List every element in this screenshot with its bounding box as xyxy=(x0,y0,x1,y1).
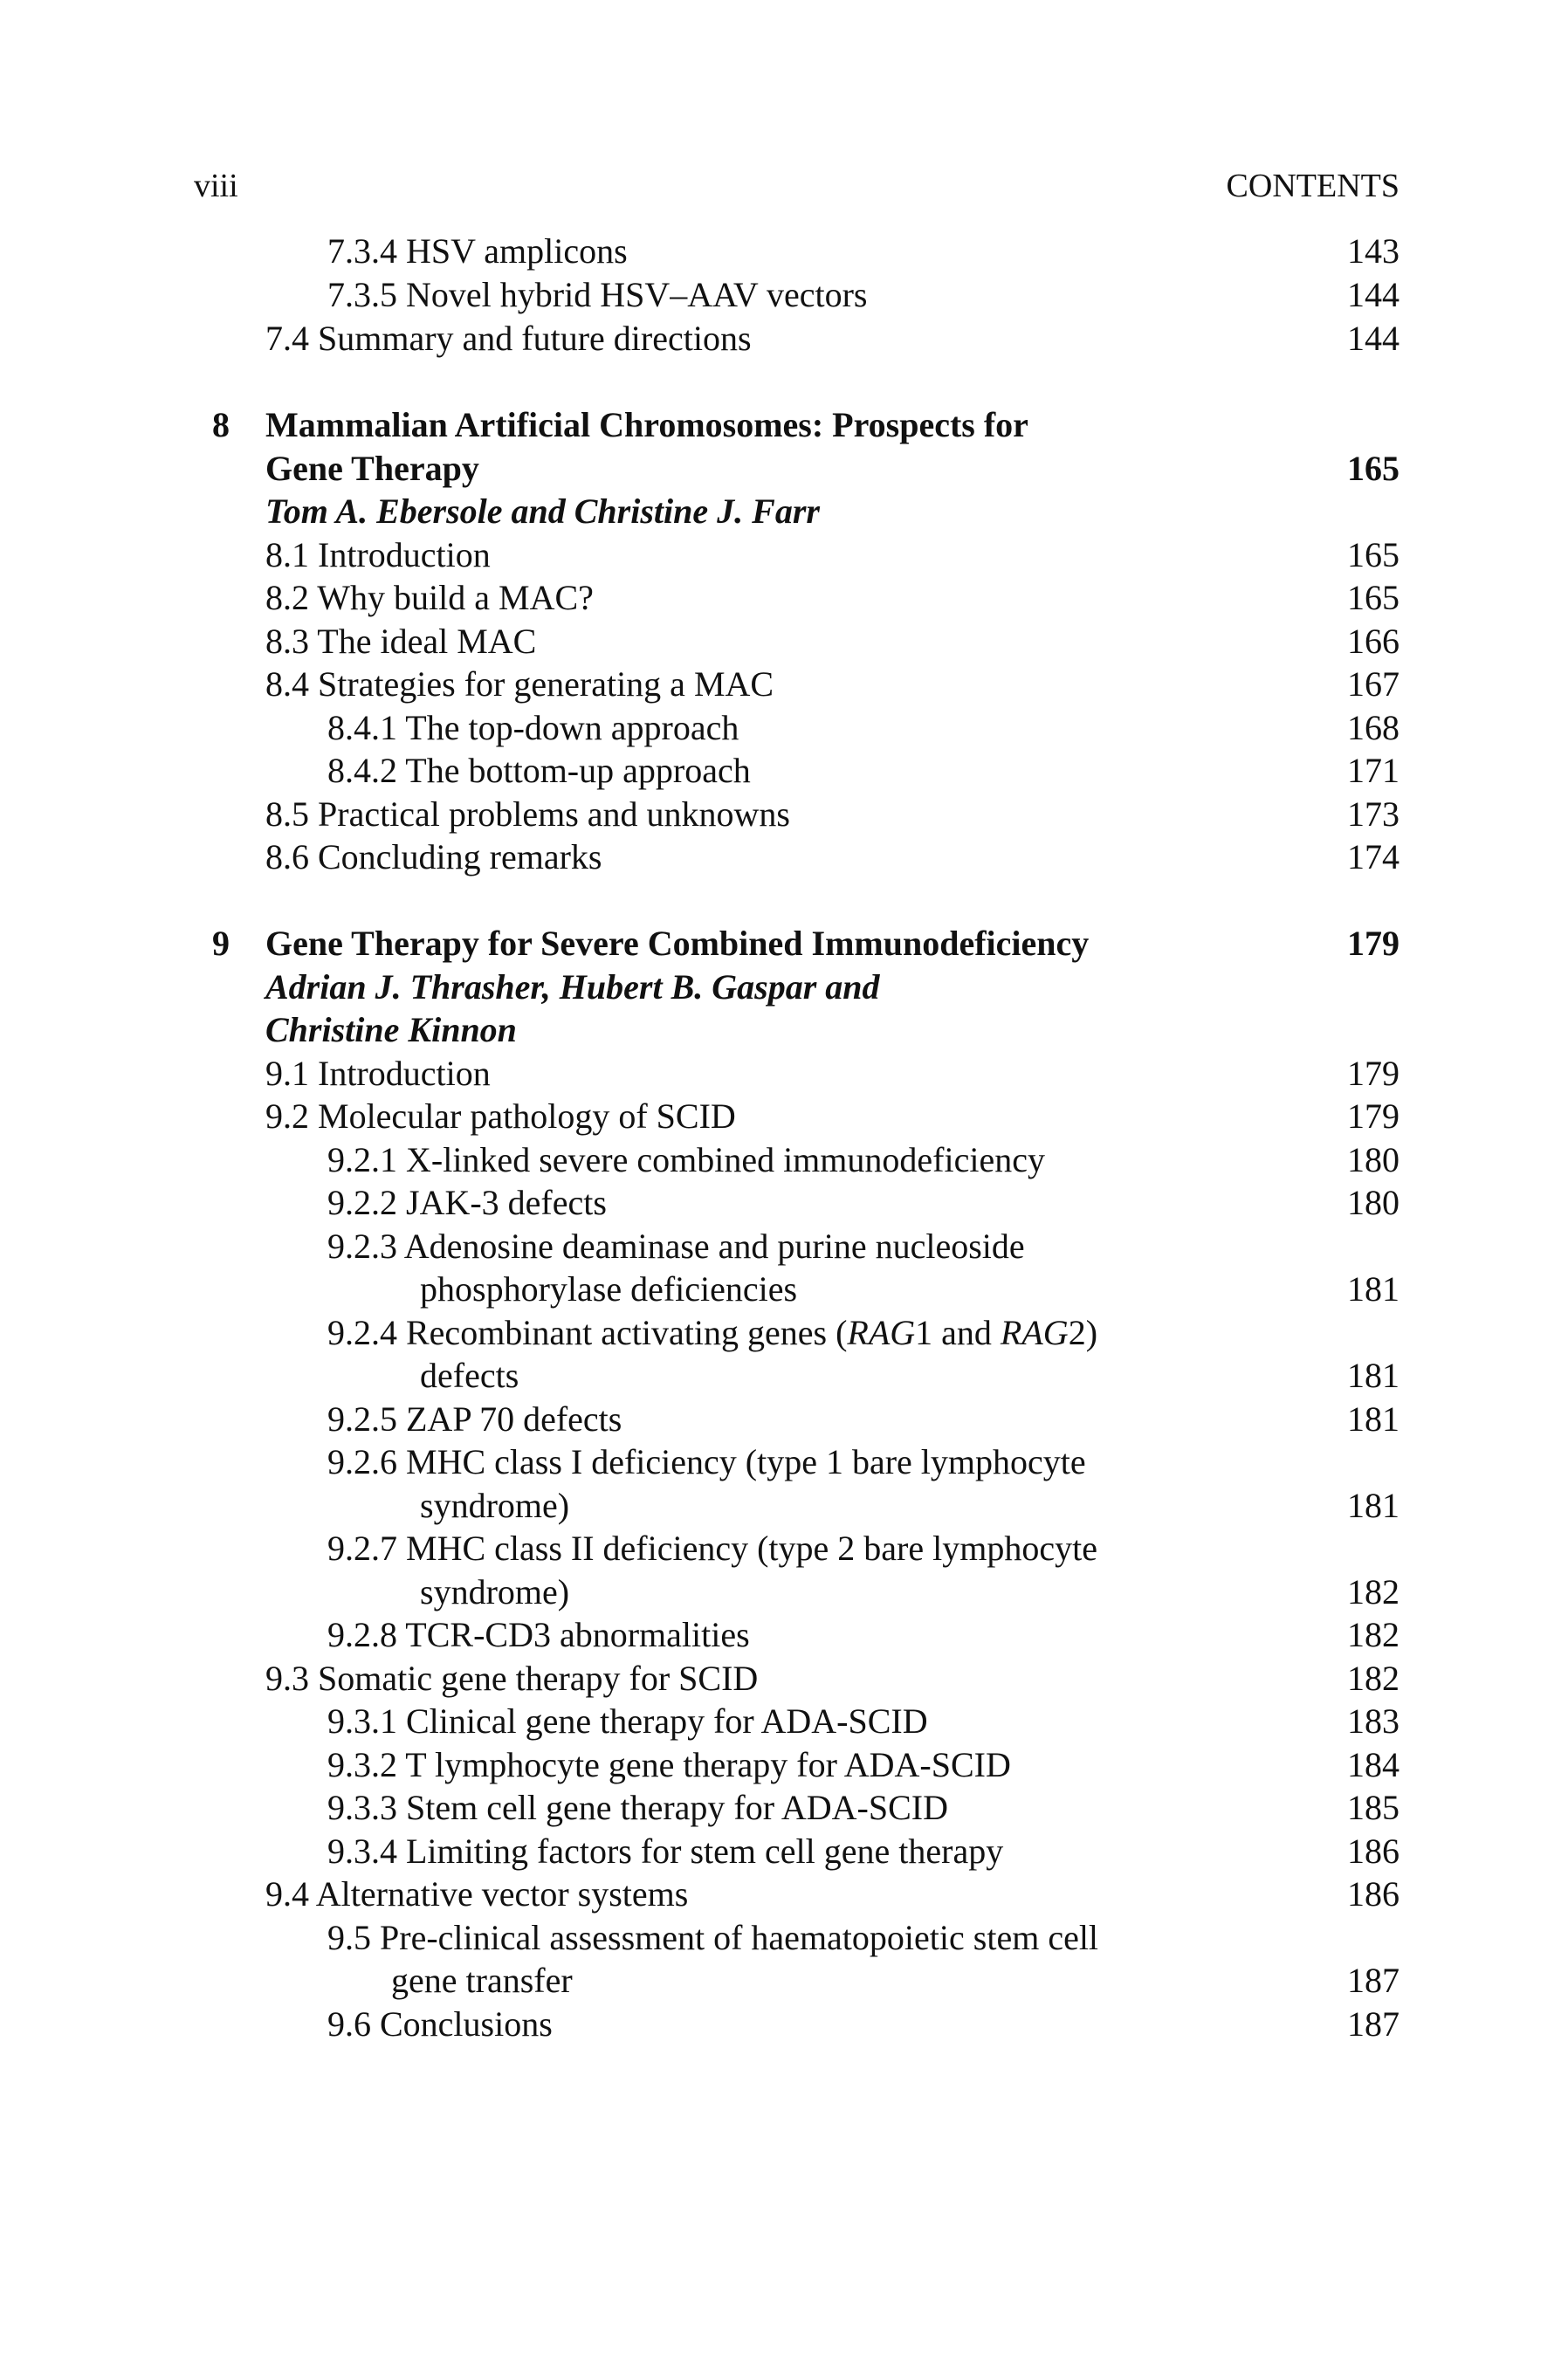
toc-entry-page: 143 xyxy=(1347,231,1400,271)
chapter-number: 8 xyxy=(212,405,230,444)
toc-entry-page: 181 xyxy=(1347,1486,1400,1525)
toc-text-italic: RAG xyxy=(847,1313,916,1352)
toc-entry-text: 8.4.1 The top-down approach xyxy=(327,708,739,747)
toc-entry-page: 182 xyxy=(1347,1659,1400,1698)
toc-entry-text: 9.2.7 MHC class II deficiency (type 2 bare lymphocyte xyxy=(327,1529,1097,1568)
toc-entry-text: 8.5 Practical problems and unknowns xyxy=(265,794,790,834)
toc-entry-text: 9.2.3 Adenosine deaminase and purine nucleoside xyxy=(327,1227,1025,1266)
toc-entry-page: 181 xyxy=(1347,1269,1400,1309)
toc-entry-page: 187 xyxy=(1347,2004,1400,2044)
chapter-title: Gene Therapy xyxy=(265,449,479,488)
toc-entry-page: 181 xyxy=(1347,1356,1400,1395)
toc-entry-text: 9.2.8 TCR-CD3 abnormalities xyxy=(327,1615,750,1654)
toc-entry-text: 9.3.2 T lymphocyte gene therapy for ADA-SCID xyxy=(327,1745,1011,1784)
toc-entry-text: phosphorylase deficiencies xyxy=(420,1269,798,1309)
chapter-authors: Tom A. Ebersole and Christine J. Farr xyxy=(265,491,820,531)
toc-entry-page: 171 xyxy=(1347,751,1400,790)
toc-entry-page: 173 xyxy=(1347,794,1400,834)
toc-entry-page: 179 xyxy=(1347,1054,1400,1093)
toc-entry-text: defects xyxy=(420,1356,519,1395)
chapter-number: 9 xyxy=(212,924,230,963)
toc-entry-text: 7.4 Summary and future directions xyxy=(265,319,752,358)
toc-entry-page: 144 xyxy=(1347,275,1400,314)
toc-entry-page: 166 xyxy=(1347,622,1400,661)
toc-entry-page: 181 xyxy=(1347,1399,1400,1439)
toc-entry-text: 9.3.3 Stem cell gene therapy for ADA-SCID xyxy=(327,1788,948,1827)
toc-entry-page: 184 xyxy=(1347,1745,1400,1784)
chapter-authors: Adrian J. Thrasher, Hubert B. Gaspar and xyxy=(265,967,880,1007)
toc-entry-text: 8.6 Concluding remarks xyxy=(265,837,602,876)
toc-entry-text: 7.3.5 Novel hybrid HSV–AAV vectors xyxy=(327,275,868,314)
toc-entry-page: 185 xyxy=(1347,1788,1400,1827)
toc-entry-text xyxy=(327,1311,1097,1355)
toc-entry-text: 9.5 Pre-clinical assessment of haematopoietic stem cell xyxy=(327,1918,1099,1957)
running-title: CONTENTS xyxy=(1226,168,1400,204)
toc-entry-text: 8.2 Why build a MAC? xyxy=(265,578,594,617)
toc-entry-text: 9.4 Alternative vector systems xyxy=(265,1874,689,1914)
toc-entry-text: 8.4 Strategies for generating a MAC xyxy=(265,664,774,704)
toc-entry-page: 186 xyxy=(1347,1831,1400,1871)
toc-entry-text: 9.2.6 MHC class I deficiency (type 1 bare lymphocyte xyxy=(327,1442,1086,1481)
toc-entry-text: gene transfer xyxy=(391,1961,573,2000)
toc-entry-text: 8.4.2 The bottom-up approach xyxy=(327,751,751,790)
toc-text-part: 9.2.4 Recombinant activating genes ( xyxy=(327,1313,848,1352)
toc-entry-text: 9.2 Molecular pathology of SCID xyxy=(265,1096,736,1136)
toc-entry-text: 9.2.2 JAK-3 defects xyxy=(327,1183,607,1222)
toc-entry-page: 180 xyxy=(1347,1183,1400,1222)
toc-entry-page: 186 xyxy=(1347,1874,1400,1914)
toc-entry-text: 9.3.1 Clinical gene therapy for ADA-SCID xyxy=(327,1701,928,1741)
toc-entry-text: 9.6 Conclusions xyxy=(327,2004,553,2044)
page-number: viii xyxy=(194,168,238,204)
toc-entry-text: 9.3 Somatic gene therapy for SCID xyxy=(265,1659,759,1698)
toc-entry-page: 167 xyxy=(1347,664,1400,704)
chapter-title: Mammalian Artificial Chromosomes: Prospects for xyxy=(265,405,1028,444)
toc-entry-page: 144 xyxy=(1347,319,1400,358)
chapter-page: 179 xyxy=(1347,924,1400,963)
toc-entry-text: 7.3.4 HSV amplicons xyxy=(327,231,628,271)
toc-entry-page: 187 xyxy=(1347,1961,1400,2000)
toc-text-part: 1 and xyxy=(915,1313,1001,1352)
toc-text-part: 2) xyxy=(1068,1313,1098,1352)
toc-entry-page: 182 xyxy=(1347,1615,1400,1654)
toc-entry-text: 9.2.5 ZAP 70 defects xyxy=(327,1399,622,1439)
toc-entry-page: 165 xyxy=(1347,578,1400,617)
toc-entry-page: 183 xyxy=(1347,1701,1400,1741)
toc-entry-page: 165 xyxy=(1347,535,1400,574)
toc-entry-text: syndrome) xyxy=(420,1572,570,1612)
toc-entry-text: syndrome) xyxy=(420,1486,570,1525)
toc-entry-page: 182 xyxy=(1347,1572,1400,1612)
toc-entry-text: 9.2.1 X-linked severe combined immunodeficiency xyxy=(327,1140,1045,1179)
toc-entry-page: 168 xyxy=(1347,708,1400,747)
toc-entry-page: 179 xyxy=(1347,1096,1400,1136)
chapter-page: 165 xyxy=(1347,449,1400,488)
toc-entry-text: 8.1 Introduction xyxy=(265,535,491,574)
chapter-authors: Christine Kinnon xyxy=(265,1010,517,1049)
toc-entry-text: 8.3 The ideal MAC xyxy=(265,622,537,661)
toc-entry-page: 174 xyxy=(1347,837,1400,876)
toc-text-italic: RAG xyxy=(1000,1313,1069,1352)
toc-entry-text: 9.1 Introduction xyxy=(265,1054,491,1093)
chapter-title: Gene Therapy for Severe Combined Immunodeficiency xyxy=(265,924,1090,963)
toc-entry-text: 9.3.4 Limiting factors for stem cell gene therapy xyxy=(327,1831,1004,1871)
toc-entry-page: 180 xyxy=(1347,1140,1400,1179)
